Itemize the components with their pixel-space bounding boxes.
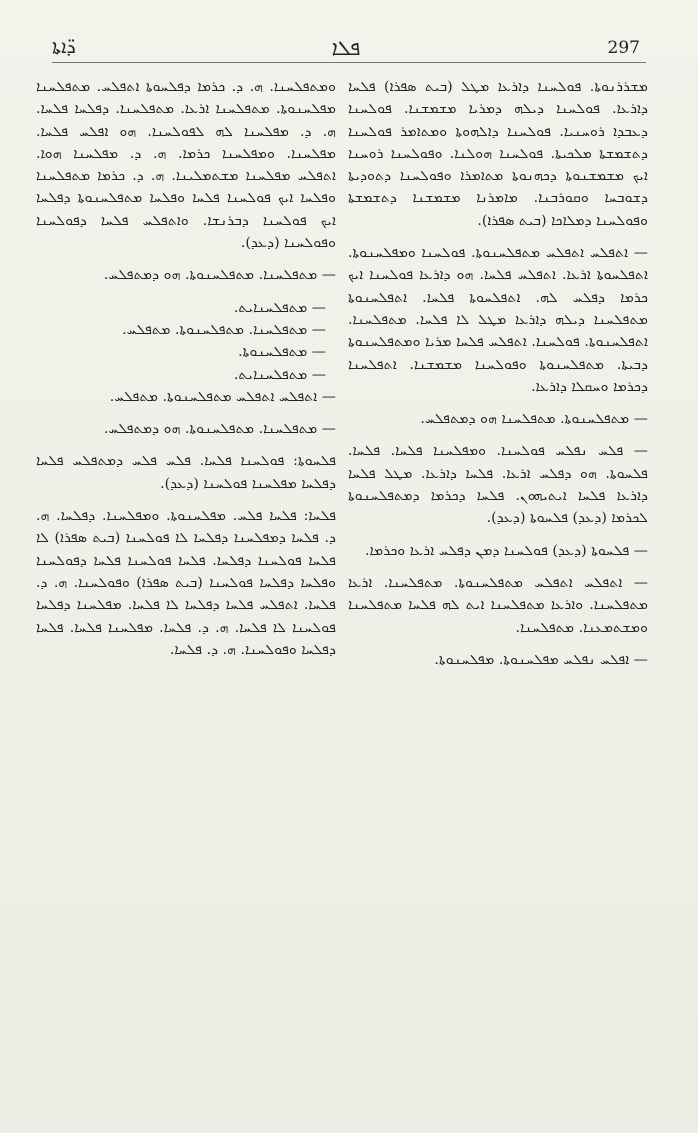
dictionary-entry: — ܐܬܦܠܚ ܐܬܦܠܚ ܡܬܦܠܚܢܘܬܐ. ܡܬܦܠܚܢܐ. ܐܪܥܐ ܡܬܦܠܚܢܐ. ܘܐܪܥܐ ܡܬܦܠܚܢܐ ܐܝܬ ܠܗ ܦܠܚܐ ܡܬܦܠܚܢܐ ܘܡܫܬܡܥܢܐ. ܡܬܦܠܚܢܐ. <box>348 574 648 636</box>
dictionary-entry: ܦܠܚܐ: ܦܠܚܐ ܦܠܚ. ܡܦܠܚܢܘܬܐ. ܘܡܦܠܚܢܐ. ܕܦܠܚܐ. ܗ. ܕ. ܦܠܚܐ ܕܡܦܠܚܢܐ ܕܦܠܚܐ ܠܐ ܦܘܠܚܢܐ (ܒܝܬ ܣܦܪܐ) ܠܐ ܦܠܚܐ ܦܘܠܚܢܐ ܕܦܠܚܐ. ܦܠܚܐ ܦܘܠܚܢܐ ܦܠܚܐ ܕܦܘܠܚܢܐ ܘܦܠܚܐ ܕܦܠܚܐ ܦܘܠܚܢܐ (ܒܝܬ ܣܦܪܐ) ܘܦܘܠܚܢܐ. ܗ. ܕ. ܦܠܚܐ. ܐܬܦܠܚ ܦܠܚܐ ܕܦܠܚܐ ܠܐ ܦܠܚܐ. ܡܦܠܚܢܐ ܕܦܠܚܐ ܦܘܠܚܢܐ ܠܐ ܦܠܚܐ. ܗ. ܕ. ܦܠܚܐ. ܡܦܠܚܢܐ ܦܠܚܐ. ܦܠܚܐ ܕܦܠܚܐ ܘܦܘܠܚܢܐ. ܗ. ܕ. ܦܠܚܐ. <box>36 508 336 658</box>
dictionary-entry: ܡܫܪܪܢܘܬܐ. ܦܘܠܚܢܐ ܕܐܪܥܐ ܡܛܠ (ܒܝܬ ܣܦܪܐ) ܦܠܚܐ ܕܐܪܥܐ. ܦܘܠܚܢܐ ܕܝܠܗ ܕܡܪܝܐ ܡܫܡܫܢܐ. ܦܘܠܚܢܐ ܕܥܒܕܐ ܪܘܚܢܝܐ. ܦܘܠܚܢܐ ܕܐܠܗܘܬܐ ܘܡܬܐܡܪ ܦܘܠܚܢܐ ܕܬܫܡܫܬܐ ܡܠܟܝܬܐ. ܦܘܠܚܢܐ ܗܘܠܢܐ. ܘܦܘܠܚܢܐ ܪܘܚܢܐ ܐܝܟ ܡܫܡܫܢܘܬܐ ܕܟܗܢܘܬܐ ܡܬܐܡܪܐ ܘܦܘܠܚܢܐ ܕܬܘܕܝܬܐ ܕܫܘܒܚܐ ܘܩܘܪܒܢܐ. ܡܐܡܪܢܐ ܡܫܡܫܢܐ ܕܬܫܡܫܬܐ ܘܦܘܠܚܢܐ ܕܡܠܐܟܐ (ܒܝܬ ܣܦܪܐ). <box>348 79 648 229</box>
dictionary-entry: — ܐܬܦܠܚ ܐܬܦܠܚ ܡܬܦܠܚܢܘܬܐ. ܡܬܦܠܚ. <box>109 388 336 405</box>
running-title: ܦܠܐ <box>331 36 361 60</box>
dictionary-entry: — ܦܠܚܘܬܐ (ܕܥܕ) ܦܘܠܚܢܐ ܕܡܢ ܕܦܠܚ ܐܪܥܐ ܘܟܪܡܐ. <box>364 542 648 559</box>
catchword: ܕ̈ܐܬܐ <box>52 36 76 58</box>
dictionary-entry: — ܐܬܦܠܚ ܐܬܦܠܚ ܡܬܦܠܚܢܘܬܐ. ܦܘܠܚܢܐ ܘܡܦܠܚܢܘܬܐ. ܐܬܦܠܚܘܬܐ ܐܪܥܐ. ܐܬܦܠܚ ܦܠܚܐ. ܗܘ ܕܐܪܥܐ ܦܘܠܚܢܐ ܐܝܟ ܟܪܡܐ ܕܦܠܚ ܠܗ. ܐܬܦܠܚܘܬܐ ܦܠܚܐ. ܐܬܦܠܚܢܘܬܐ ܡܬܦܠܚܢܐ ܕܝܠܗ ܕܐܪܥܐ ܡܛܠ ܠܐ ܦܠܚܐ. ܡܬܦܠܚܢܐ. ܐܬܦܠܚܢܘܬܐ. ܦܘܠܚܢܐ. ܐܬܦܠܚ ܦܠܚܐ ܡܪܝܐ ܘܡܬܦܠܚܢܘܬܐ ܕܒܝܬܐ. ܡܬܦܠܚܢܘܬܐ ܘܦܘܠܚܢܐ ܡܫܡܫܢܐ. ܐܬܦܠܚܢܐ ܕܟܪܡܐ ܘܚܩܠܐ ܕܐܪܥܐ. <box>348 245 648 395</box>
header-rule <box>52 62 646 63</box>
dictionary-entry: ܦܠܚܘܬܐ: ܦܘܠܚܢܐ ܦܠܚܐ. ܦܠܚ ܦܠܚ ܕܡܬܦܠܚ ܦܠܚܐ ܕܦܠܚܐ ܡܦܠܚܢܐ ܦܘܠܚܢܐ (ܕܥܕ). <box>36 453 336 492</box>
left-column <box>36 76 336 1096</box>
sub-entry: — ܡܬܦܠܚܢܐ. ܡܬܦܠܚܢܘܬܐ. ܡܬܦܠܚ. <box>122 321 326 338</box>
dictionary-entry: ܘܡܬܦܠܚܢܐ. ܗ. ܕ. ܟܪܡܐ ܕܦܠܚܘܬܐ ܐܬܦܠܚ. ܡܬܦܠܚܢܐ ܡܦܠܚܢܘܬܐ. ܡܬܦܠܚܢܐ ܐܪܥܐ. ܡܬܦܠܚܢܐ. ܕܦܠܚܐ ܦܠܚܐ. ܗ. ܕ. ܡܦܠܚܢܐ ܠܗ ܠܦܘܠܚܢܐ. ܗܘ ܐܦܠܚ ܦܠܚܐ. ܡܦܠܚܢܐ. ܘܡܦܠܚܢܐ ܟܪܡܐ. ܗ. ܕ. ܡܦܠܚܢܐ ܗܘܐ. ܐܬܦܠܚ ܡܦܠܚܢܐ ܡܫܬܡܠܝܢܐ. ܗ. ܕ. ܟܪܡܐ ܡܬܦܠܚܢܐ ܘܦܠܚܐ ܐܝܟ ܦܘܠܚܢܐ ܦܠܚܐ ܘܦܠܚܐ ܡܬܦܠܚܢܘܬܐ ܕܦܠܚܐ ܐܝܟ ܦܘܠܚܢܐ ܕܒܪܢܫܐ. ܘܐܬܦܠܚ ܦܠܚܐ ܕܦܘܠܚܢܐ ܘܦܘܠܚܢܐ (ܕܥܕ). <box>36 79 336 252</box>
page-header <box>52 36 640 62</box>
sub-entry: — ܡܬܦܠܚܢܘܬܐ. <box>238 344 326 361</box>
dictionary-entry: — ܡܬܦܠܚܢܐ. ܡܬܦܠܚܢܘܬܐ. ܗܘ ܕܡܬܦܠܚ. <box>103 421 336 438</box>
page-number: 297 <box>607 38 640 58</box>
sub-entry: — ܡܬܦܠܚܢܐܝܬ. <box>233 299 326 316</box>
dictionary-entry: — ܡܬܦܠܚܢܘܬܐ. ܡܬܦܠܚܢܐ ܗܘ ܕܡܬܦܠܚ. <box>420 411 648 428</box>
right-column <box>348 76 648 1096</box>
sub-entry: — ܡܬܦܠܚܢܐܝܬ. <box>233 366 326 383</box>
dictionary-entry: — ܦܠܚ ܢܦܠܚ ܦܘܠܚܢܐ. ܘܡܦܠܚܢܐ ܦܠܚܐ. ܦܠܚܐ. ܦܠܚܘܬܐ. ܗܘ ܕܦܠܚ ܐܪܥܐ. ܦܠܚܐ ܕܐܪܥܐ. ܡܛܠ ܦܠܚܐ ܕܐܪܥܐ ܦܠܚܐ ܐܝܬܝܗܘܢ. ܦܠܚܐ ܕܟܪܡܐ ܕܡܬܦܠܚܢܘܬܐ ܠܟܪܡܐ (ܕܥܕ) ܦܠܚܘܬܐ (ܕܥܕ). <box>348 443 648 527</box>
dictionary-entry: — ܡܬܦܠܚܢܐ. ܡܬܦܠܚܢܘܬܐ. ܗܘ ܕܡܬܦܠܚ. <box>103 267 336 284</box>
dictionary-entry: — ܐܦܠܚ ܢܦܠܚ ܡܦܠܚܢܘܬܐ. ܡܦܠܚܢܘܬܐ. <box>434 651 648 668</box>
